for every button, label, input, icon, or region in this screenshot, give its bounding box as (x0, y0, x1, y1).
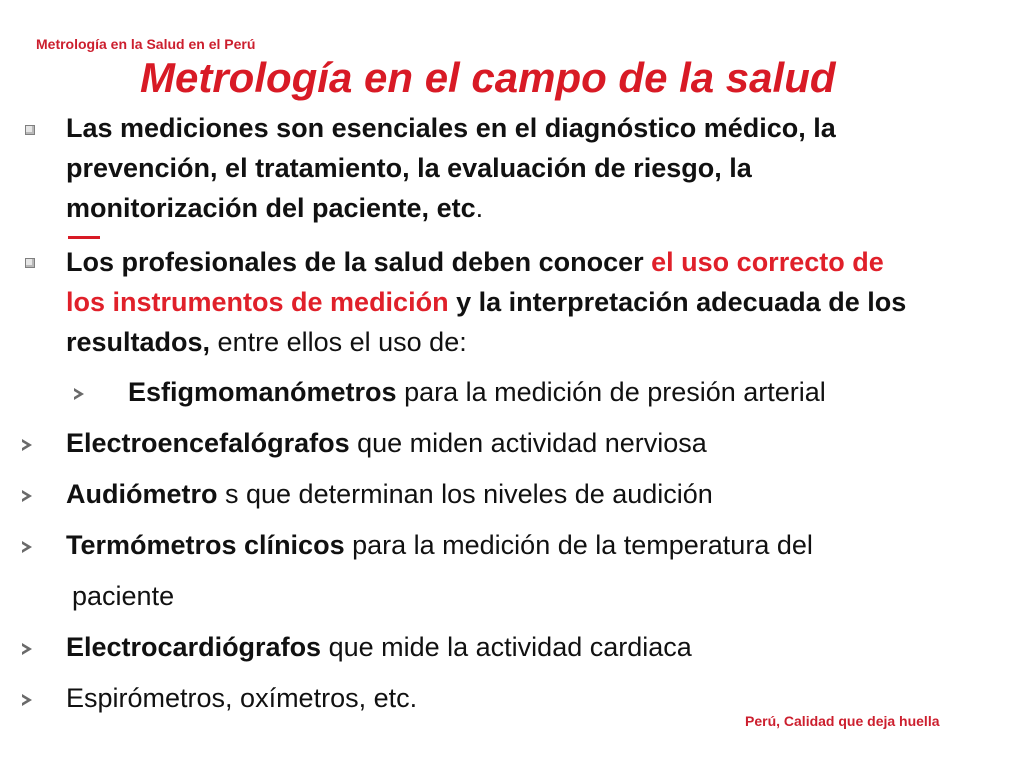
bullet1-line1: Las mediciones son esenciales en el diagnóstico médico, la (66, 113, 836, 143)
arrow-bullet-icon (22, 643, 32, 655)
list-item-6: Espirómetros, oxímetros, etc. (66, 683, 418, 713)
list-item-5 (66, 627, 692, 667)
header-subtitle: Metrología en la Salud en el Perú (36, 36, 256, 52)
list-item-3-bold: Audiómetro (66, 479, 218, 509)
list-item-5-rest: que mide la actividad cardiaca (321, 632, 692, 662)
square-bullet-icon (25, 258, 35, 268)
list-item-2-bold: Electroencefalógrafos (66, 428, 350, 458)
bullet1-line3-bold: monitorización del paciente, etc (66, 193, 476, 223)
bullet1-line3-end: . (475, 193, 484, 223)
bullet2-line2 (66, 282, 906, 322)
list-item-3-rest: s que determinan los niveles de audición (217, 479, 713, 509)
list-item-2-rest: que miden actividad nerviosa (349, 428, 707, 458)
list-item-4 (66, 525, 813, 565)
list-item-1-bold: Esfigmomanómetros (128, 377, 397, 407)
arrow-bullet-icon (22, 490, 32, 502)
list-item-4-bold: Termómetros clínicos (66, 530, 345, 560)
footer-tagline: Perú, Calidad que deja huella (745, 713, 940, 729)
red-underline-mark (68, 236, 100, 239)
list-item-4-continuation: paciente (72, 581, 175, 611)
list-item-3 (66, 474, 713, 514)
bullet1-line2: prevención, el tratamiento, la evaluación de riesgo, la (66, 153, 752, 183)
square-bullet-icon (25, 125, 35, 135)
bullet2-line2-a: los instrumentos de medición (66, 287, 449, 317)
bullet2-line3 (66, 322, 467, 362)
arrow-bullet-icon (22, 439, 32, 451)
bullet2-line3-a: resultados, (66, 327, 211, 357)
bullet2-line2-b: y la interpretación adecuada de los (448, 287, 907, 317)
bullet2-line1-a: Los profesionales de la salud deben conocer (66, 247, 652, 277)
list-item-4-rest: para la medición de la temperatura del (344, 530, 813, 560)
arrow-bullet-icon (22, 541, 32, 553)
arrow-bullet-icon (74, 388, 84, 400)
bullet1-line3 (66, 188, 483, 228)
bullet2-line1 (66, 242, 884, 282)
list-item-1-rest: para la medición de presión arterial (396, 377, 826, 407)
bullet2-line3-b: entre ellos el uso de: (210, 327, 467, 357)
slide-title: Metrología en el campo de la salud (140, 54, 836, 101)
list-item-2 (66, 423, 707, 463)
arrow-bullet-icon (22, 694, 32, 706)
list-item-5-bold: Electrocardiógrafos (66, 632, 322, 662)
bullet2-line1-b: el uso correcto de (651, 247, 884, 277)
list-item-1 (128, 372, 826, 412)
